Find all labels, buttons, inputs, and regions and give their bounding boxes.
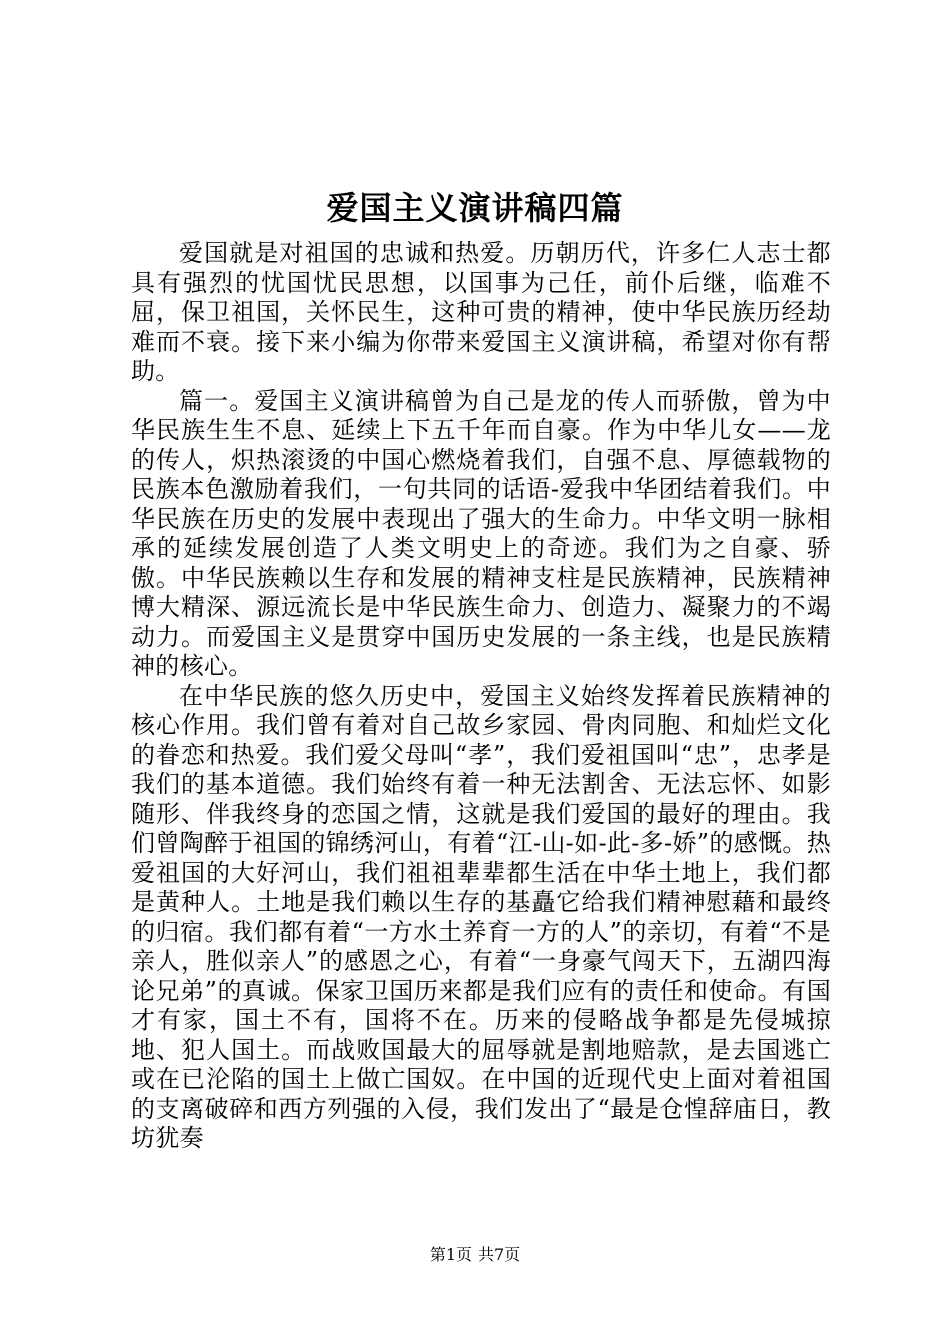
page-footer <box>0 1244 950 1266</box>
document-title: 爱国主义演讲稿四篇 <box>326 189 624 227</box>
paragraph-patriotism-core: 在中华民族的悠久历史中，爱国主义始终发挥着民族精神的核心作用。我们曾有着对自己故乡家园、骨肉同胞、和灿烂文化的眷恋和热爱。我们爱父母叫“孝”，我们爱祖国叫“忠”，忠孝是我们的基本道德。我们始终有着一种无法割舍、无法忘怀、如影随形、伴我终身的恋国之情，这就是我们爱国的最好的理由。我们曾陶醉于祖国的锦绣河山，有着“江-山-如-此-多-娇”的感慨。热爱祖国的大好河山，我们祖祖辈辈都生活在中华土地上，我们都是黄种人。土地是我们赖以生存的基矗它给我们精神慰藉和最终的归宿。我们都有着“一方水土养育一方的人”的亲切，有着“不是亲人，胜似亲人”的感恩之心，有着“一身豪气闯天下，五湖四海论兄弟”的真诚。保家卫国历来都是我们应有的责任和使命。有国才有家，国土不有，国将不在。历来的侵略战争都是先侵城掠地、犯人国土。而战败国最大的屈辱就是割地赔款，是去国逃亡或在已沦陷的国土上做亡国奴。在中国的近现代史上面对着祖国的支离破碎和西方列强的入侵，我们发出了“最是仓惶辞庙日，教坊犹奏 <box>131 681 831 1152</box>
page-number: 第1页 <box>429 1245 472 1264</box>
paragraph-part-one: 篇一。爱国主义演讲稿曾为自己是龙的传人而骄傲，曾为中华民族生生不息、延续上下五千年而自豪。作为中华儿女——龙的传人，炽热滚烫的中国心燃烧着我们，自强不息、厚德载物的民族本色激励着我们，一句共同的话语-爱我中华团结着我们。中华民族在历史的发展中表现出了强大的生命力。中华文明一脉相承的延续发展创造了人类文明史上的奇迹。我们为之自豪、骄傲。中华民族赖以生存和发展的精神支柱是民族精神，民族精神博大精深、源远流长是中华民族生命力、创造力、凝聚力的不竭动力。而爱国主义是贯穿中国历史发展的一条主线，也是民族精神的核心。 <box>131 386 831 680</box>
document-body <box>131 239 831 1154</box>
paragraph-intro: 爱国就是对祖国的忠诚和热爱。历朝历代，许多仁人志士都具有强烈的忧国忧民思想，以国事为己任，前仆后继，临难不屈，保卫祖国，关怀民生，这种可贵的精神，使中华民族历经劫难而不衰。接下来小编为你带来爱国主义演讲稿，希望对你有帮助。 <box>131 239 831 385</box>
page-total: 共7页 <box>478 1245 521 1264</box>
